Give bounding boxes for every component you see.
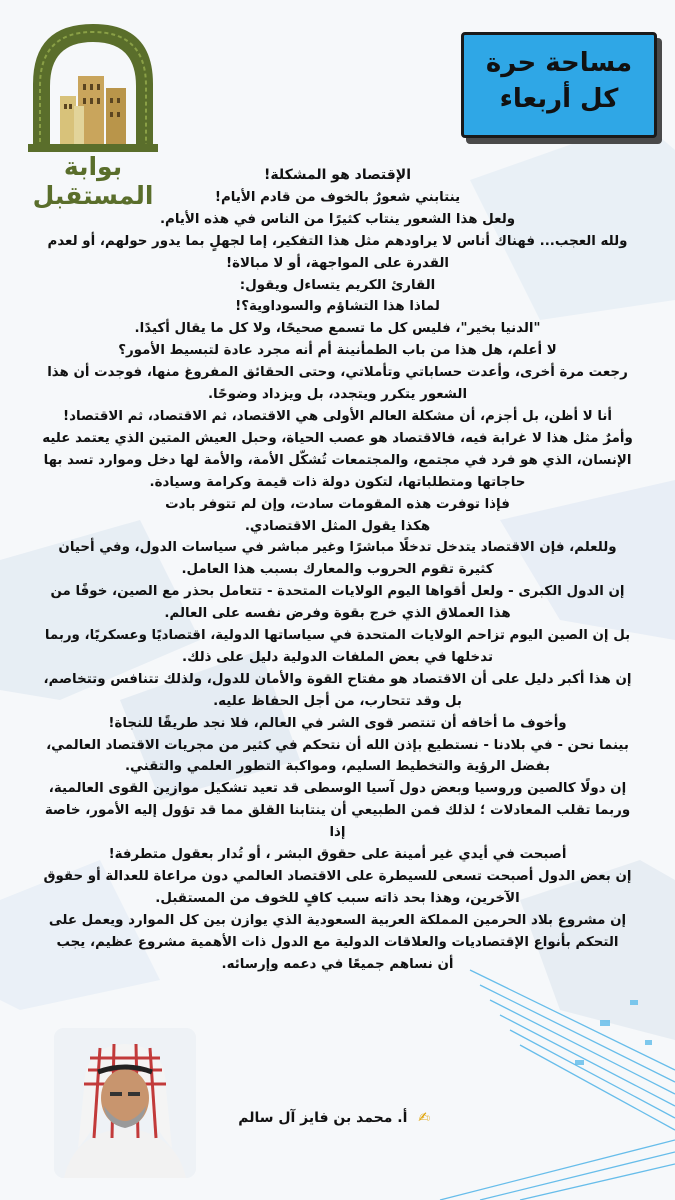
article-lines <box>40 187 635 976</box>
article-paragraph-line: وربما تقلب المعادلات ؛ لذلك فمن الطبيعي أن ينتابنا القلق مما قد تؤول إليه الأمور، خاصة إذا <box>44 803 631 841</box>
article-paragraph-line: "الدنيا بخير"، فليس كل ما تسمع صحيحًا، ولا كل ما يقال أكيدًا. <box>134 321 541 337</box>
article-paragraph-line: إن الدول الكبرى - ولعل أقواها اليوم الولايات المتحدة - تتعامل بحذر مع الصين، خوفًا من <box>50 584 625 600</box>
article-paragraph-line: القارئ الكريم يتساءل ويقول: <box>239 277 436 293</box>
article-paragraph-line: بفضل الرؤية والتخطيط السليم، ومواكبة التطور العلمي والتقني. <box>124 759 551 775</box>
article-paragraph-line: الآخرين، وهذا بحد ذاته سبب كافٍ للخوف من المستقبل. <box>155 890 520 906</box>
badge-subtitle: كل أربعاء <box>499 84 619 114</box>
article-paragraph-line: القدرة على المواجهة، أو لا مبالاة! <box>225 255 449 271</box>
author-name: أ. محمد بن فايز آل سالم <box>238 1110 408 1126</box>
article-paragraph-line: بل وقد تتحارب، من أجل الحفاظ عليه. <box>213 693 462 709</box>
article-paragraph-line: وأمرٌ مثل هذا لا غرابة فيه، فالاقتصاد هو عصب الحياة، وحبل العيش المتين الذي يعتمد عليه <box>42 430 633 446</box>
site-logo <box>18 14 168 210</box>
writing-hand-icon: ✍ <box>418 1110 430 1126</box>
article-paragraph-line: ينتابني شعورٌ بالخوف من قادم الأيام! <box>214 189 461 205</box>
author-signature <box>220 1110 430 1126</box>
article-paragraph-line: رجعت مرة أخرى، وأعدت حساباتي وتأملاتي، وحتى الحقائق المفروغ منها، فوجدت أن هذا <box>47 365 628 381</box>
logo-text: بوابة المستقبل <box>32 152 154 210</box>
article-paragraph-line: إن هذا أكبر دليل على أن الاقتصاد هو مفتاح القوة والأمان للدول، ولذلك تتنافس وتتخاصم، <box>43 671 632 687</box>
arch-tower-logo-icon <box>18 14 168 154</box>
article-paragraph-line: بينما نحن - في بلادنا - نستطيع بإذن الله أن نتحكم في كثير من مجريات الاقتصاد العالمي، <box>46 737 629 753</box>
article-paragraph-line: لا أعلم، هل هذا من باب الطمأنينة أم أنه مجرد عادة لتبسيط الأمور؟ <box>118 343 557 359</box>
article-paragraph-line: الإنسان، الذي هو فرد في مجتمع، والمجتمعات تُشكّل الأمة، والأمة لها دخل وموارد تسد بها <box>43 452 632 468</box>
article-paragraph-line: إن دولًا كالصين وروسيا وبعض دول آسيا الوسطى قد تعيد تشكيل موازين القوى العالمية، <box>48 781 627 797</box>
author-photo <box>54 1028 196 1178</box>
article-title: الإقتصاد هو المشكلة! <box>264 167 411 183</box>
article-paragraph-line: لماذا هذا التشاؤم والسوداوية؟! <box>235 299 440 315</box>
article-paragraph-line: أصبحت في أيدي غير أمينة على حقوق البشر ، أو تُدار بعقول متطرفة! <box>108 847 567 863</box>
article-paragraph-line: ولله العجب... فهناك أناس لا يراودهم مثل هذا التفكير، إما لجهلٍ بما يدور حولهم، أو لعدم <box>47 233 628 249</box>
article-paragraph-line: أن نساهم جميعًا في دعمه وإرسائه. <box>221 956 454 972</box>
article-paragraph-line: حاجاتها ومتطلباتها، لتكون دولة ذات قيمة وكرامة وسيادة. <box>149 474 526 490</box>
article-body <box>40 165 635 976</box>
article-paragraph-line: فإذا توفرت هذه المقومات سادت، وإن لم تتوفر بادت <box>165 496 510 512</box>
article-paragraph-line: وللعلم، فإن الاقتصاد يتدخل تدخلًا مباشرًا وغير مباشر في سياسات الدول، وفي أحيان <box>58 540 617 556</box>
badge-title: مساحة حرة <box>485 48 633 78</box>
article-paragraph-line: هكذا يقول المثل الاقتصادي. <box>244 518 431 534</box>
article-paragraph-line: تدخلها في بعض الملفات الدولية دليل على ذلك. <box>182 649 493 665</box>
article-paragraph-line: إن بعض الدول أصبحت تسعى للسيطرة على الاقتصاد العالمي دون مراعاة للعدالة أو حقوق <box>43 869 632 884</box>
author-portrait-icon <box>54 1028 196 1178</box>
article-paragraph-line: بل إن الصين اليوم تزاحم الولايات المتحدة في سياساتها الدولية، اقتصاديًا وعسكريًا، وربما <box>44 628 631 644</box>
article-paragraph-line: هذا العملاق الذي خرج بقوة وفرض نفسه على العالم. <box>164 606 511 622</box>
article-paragraph-line: الشعور يتكرر ويتجدد، بل ويزداد وضوحًا. <box>207 387 468 403</box>
article-paragraph-line: إن مشروع بلاد الحرمين المملكة العربية السعودية الذي يوازن بين كل الموارد ويعمل على <box>48 912 627 928</box>
article-paragraph-line: أنا لا أظن، بل أجزم، أن مشكلة العالم الأولى هي الاقتصاد، ثم الاقتصاد، ثم الاقتصاد! <box>62 408 613 424</box>
article-paragraph-line: وأخوف ما أخافه أن تنتصر قوى الشر في العالم، فلا نجد طريقًا للنجاة! <box>108 715 567 731</box>
article-paragraph-line: ولعل هذا الشعور ينتاب كثيرًا من الناس في هذه الأيام. <box>159 211 516 227</box>
article-paragraph-line: التحكم بأنواع الإقتصاديات والعلاقات الدولية مع الدول ذات الأهمية مشروع عظيم، يجب <box>56 934 619 950</box>
weekly-column-badge <box>461 32 657 138</box>
article-paragraph-line: كثيرة تقوم الحروب والمعارك بسبب هذا العامل. <box>181 562 494 578</box>
